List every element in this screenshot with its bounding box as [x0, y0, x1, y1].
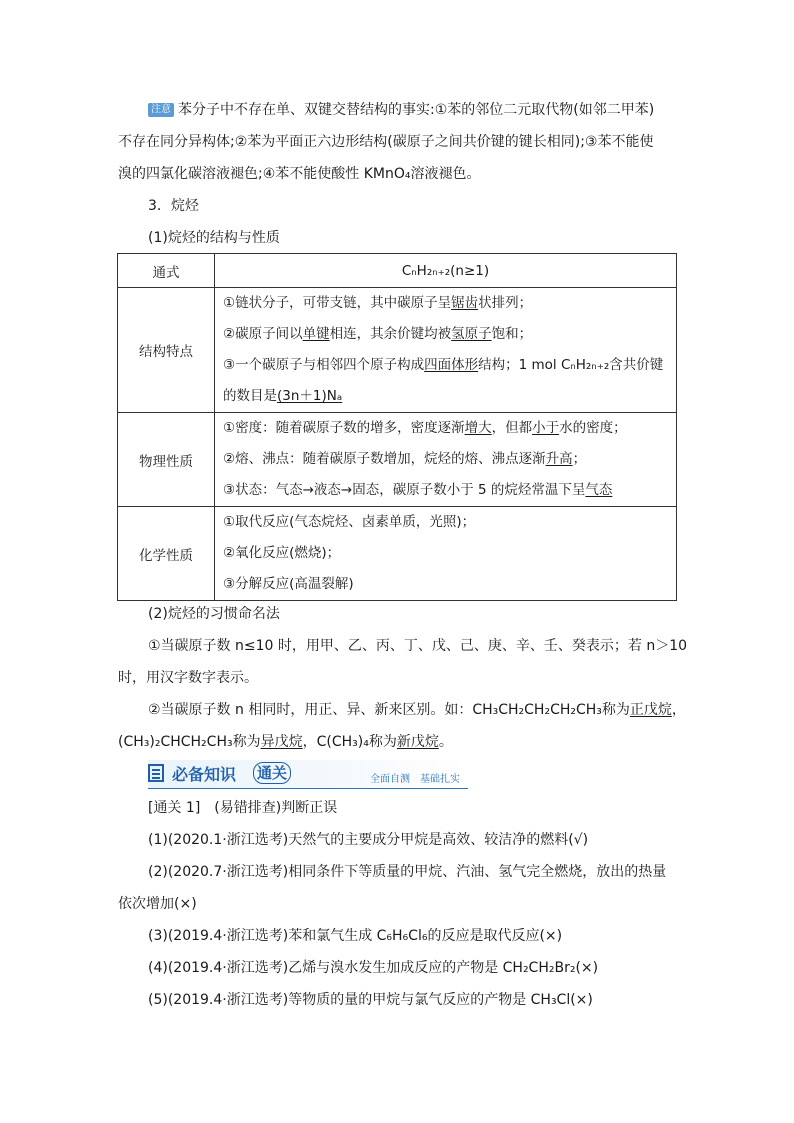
chemical-line-2: ②氧化反应(燃烧)；	[223, 545, 341, 561]
section-banner	[148, 760, 468, 789]
banner-title-2: 通关	[253, 762, 291, 784]
alkane-table	[117, 253, 677, 601]
naming-p1-line1: ①当碳原子数 n≤10 时，用甲、乙、丙、丁、戊、己、庚、辛、壬、癸表示；若 n＞10	[148, 638, 688, 654]
subsection-heading-2: (2)烷烃的习惯命名法	[148, 606, 280, 622]
table-row-physical	[118, 413, 677, 507]
row-content-physical	[215, 413, 677, 507]
quiz-heading: [通关 1] (易错排查)判断正误	[148, 800, 338, 816]
structure-line-3: ③一个碳原子与相邻四个原子构成四面体形结构；1 mol CₙH₂ₙ₊₂含共价键	[223, 357, 664, 373]
subsection-heading-1: (1)烷烃的结构与性质	[148, 230, 280, 246]
table-row-chemical	[118, 507, 677, 601]
book-icon	[148, 764, 164, 782]
table-header-formula: CₙH₂ₙ₊₂(n≥1)	[215, 254, 677, 288]
note-line-3: 溴的四氯化碳溶液褪色;④苯不能使酸性 KMnO₄溶液褪色。	[118, 166, 481, 182]
naming-p1-line2: 时，用汉字数字表示。	[118, 670, 258, 686]
banner-slogan: 全面自测 基础扎实	[370, 774, 460, 785]
quiz-item-3: (3)(2019.4·浙江选考)苯和氯气生成 C₆H₆Cl₆的反应是取代反应(×)	[148, 928, 563, 944]
table-row-structure	[118, 288, 677, 413]
row-label-physical: 物理性质	[118, 413, 215, 507]
physical-line-3: ③状态：气态→液态→固态，碳原子数小于 5 的烷烃常温下呈气态	[223, 482, 613, 498]
row-content-structure	[215, 288, 677, 413]
banner-title: 必备知识	[172, 765, 237, 784]
structure-line-4: 的数目是(3n＋1)Nₐ	[223, 388, 343, 404]
quiz-item-1: (1)(2020.1·浙江选考)天然气的主要成分甲烷是高效、较洁净的燃料(√)	[148, 832, 589, 848]
physical-line-1: ①密度：随着碳原子数的增多，密度逐渐增大，但都小于水的密度；	[223, 420, 627, 436]
table-header-label: 通式	[118, 254, 215, 288]
section-heading: 3．烷烃	[148, 198, 199, 214]
quiz-item-5: (5)(2019.4·浙江选考)等物质的量的甲烷与氯气反应的产物是 CH₃Cl(×)	[148, 992, 593, 1008]
structure-line-2: ②碳原子间以单键相连，其余价键均被氢原子饱和；	[223, 326, 533, 342]
note-badge: 注意	[148, 103, 174, 117]
note-text-1: 苯分子中不存在单、双键交替结构的事实:①苯的邻位二元取代物(如邻二甲苯)	[178, 102, 655, 118]
row-label-structure: 结构特点	[118, 288, 215, 413]
naming-p2-line1: ②当碳原子数 n 相同时，用正、异、新来区别。如：CH₃CH₂CH₂CH₂CH₃称为正戊烷，	[148, 702, 686, 718]
table-header-row	[118, 254, 677, 288]
note-line-2: 不存在同分异构体;②苯为平面正六边形结构(碳原子之间共价键的键长相同);③苯不能使	[118, 134, 654, 150]
physical-line-2: ②熔、沸点：随着碳原子数增加，烷烃的熔、沸点逐渐升高；	[223, 451, 587, 467]
note-line-1	[148, 100, 708, 120]
row-content-chemical	[215, 507, 677, 601]
naming-p2-line2: (CH₃)₂CHCH₂CH₃称为异戊烷，C(CH₃)₄称为新戊烷。	[118, 734, 453, 750]
quiz-item-2: (2)(2020.7·浙江选考)相同条件下等质量的甲烷、汽油、氢气完全燃烧，放出的热量	[148, 864, 667, 880]
quiz-item-2-cont: 依次增加(×)	[118, 896, 197, 912]
structure-line-1: ①链状分子，可带支链，其中碳原子呈锯齿状排列；	[223, 295, 533, 311]
chemical-line-1: ①取代反应(气态烷烃、卤素单质，光照)；	[223, 514, 476, 530]
row-label-chemical: 化学性质	[118, 507, 215, 601]
chemical-line-3: ③分解反应(高温裂解)	[223, 576, 354, 592]
quiz-item-4: (4)(2019.4·浙江选考)乙烯与溴水发生加成反应的产物是 CH₂CH₂Br₂(×)	[148, 960, 599, 976]
